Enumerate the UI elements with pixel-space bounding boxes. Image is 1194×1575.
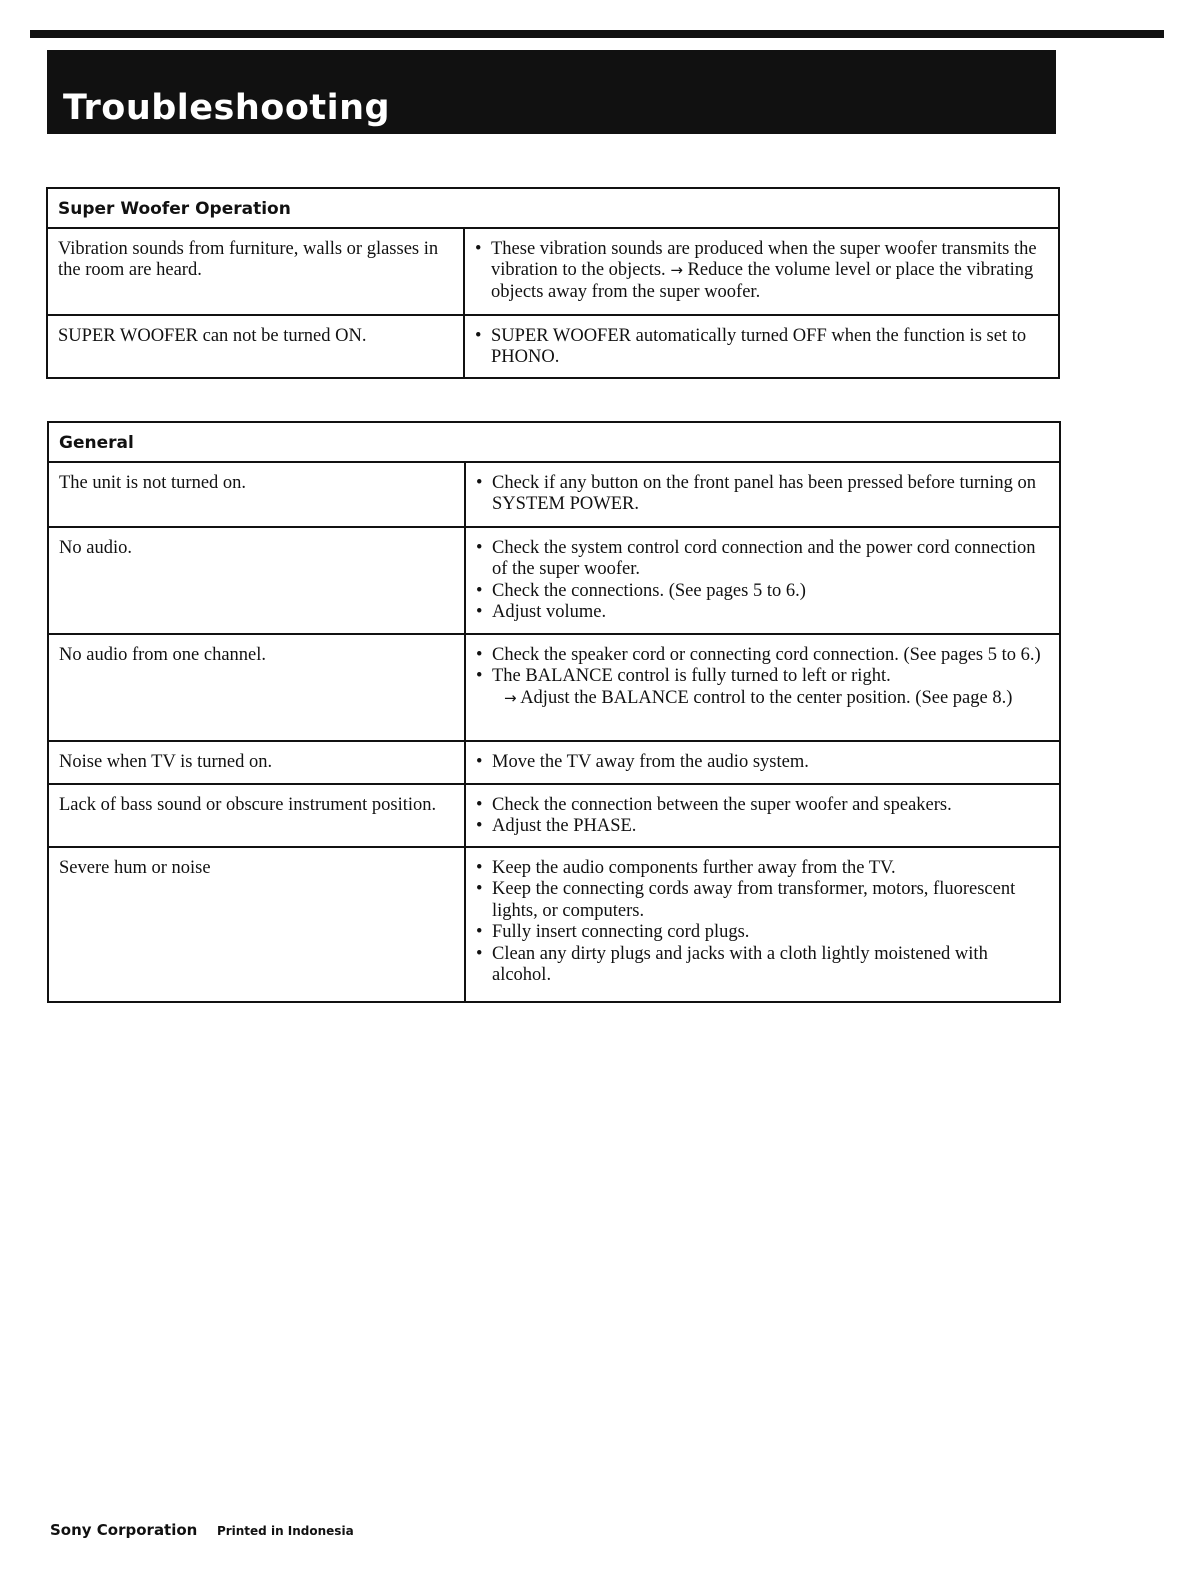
table-row <box>48 784 1060 847</box>
solution-item: • Adjust the PHASE. <box>476 816 1049 838</box>
arrow-icon: → <box>670 261 683 279</box>
solution-cell <box>465 634 1060 741</box>
table-heading-row <box>48 422 1060 462</box>
table-heading-row <box>47 188 1059 228</box>
solution-cell <box>464 228 1059 315</box>
solution-item: • Adjust volume. <box>476 602 1049 624</box>
problem-cell: The unit is not turned on. <box>48 462 465 527</box>
problem-cell: Noise when TV is turned on. <box>48 741 465 784</box>
problem-cell: Lack of bass sound or obscure instrument position. <box>48 784 465 847</box>
solution-item: • Check the system control cord connection and the power cord connection of the super woofer. <box>476 538 1049 581</box>
problem-cell: No audio from one channel. <box>48 634 465 741</box>
solution-item: • Keep the audio components further away from the TV. <box>476 858 1049 880</box>
solution-item: • Keep the connecting cords away from transformer, motors, fluorescent lights, or computers. <box>476 879 1049 922</box>
problem-cell: Vibration sounds from furniture, walls or glasses in the room are heard. <box>47 228 464 315</box>
table-row <box>48 634 1060 741</box>
solution-cell <box>465 462 1060 527</box>
remedy-text: Reduce the volume level or place the vibrating objects away from the super woofer. <box>491 260 1034 302</box>
section-heading: General <box>48 422 1060 462</box>
solution-item: • Check the connections. (See pages 5 to 6.) <box>476 581 1049 603</box>
solution-text: The BALANCE control is fully turned to left or right. <box>492 666 891 686</box>
solution-item: • Check the connection between the super woofer and speakers. <box>476 795 1049 817</box>
table-row <box>48 527 1060 634</box>
solution-cell <box>464 315 1059 378</box>
problem-cell: SUPER WOOFER can not be turned ON. <box>47 315 464 378</box>
solution-cell <box>465 847 1060 1002</box>
arrow-icon: → <box>504 688 517 707</box>
table-row <box>48 462 1060 527</box>
table-row <box>48 741 1060 784</box>
table-row <box>48 847 1060 1002</box>
section-heading: Super Woofer Operation <box>47 188 1059 228</box>
problem-cell: Severe hum or noise <box>48 847 465 1002</box>
remedy-text: Adjust the BALANCE control to the center position. (See page 8.) <box>520 687 1013 708</box>
solution-text: These vibration sounds are produced when the super woofer transmits the vibration to the objects. <box>491 238 1037 280</box>
footer <box>50 1520 354 1539</box>
top-rule <box>30 30 1164 38</box>
solution-item: • Clean any dirty plugs and jacks with a cloth lightly moistened with alcohol. <box>476 944 1049 987</box>
table-row <box>47 228 1059 315</box>
solution-cell <box>465 741 1060 784</box>
footer-company: Sony Corporation <box>50 1521 198 1539</box>
solution-cell <box>465 784 1060 847</box>
solution-item <box>476 666 1049 709</box>
solution-item: • Move the TV away from the audio system. <box>476 752 1049 774</box>
general-table <box>47 421 1061 1003</box>
page-title: Troubleshooting <box>63 88 391 128</box>
solution-item: • Check the speaker cord or connecting cord connection. (See pages 5 to 6.) <box>476 645 1049 667</box>
footer-printed: Printed in Indonesia <box>216 1524 354 1538</box>
solution-item: • SUPER WOOFER automatically turned OFF when the function is set to PHONO. <box>475 326 1048 369</box>
solution-item: • Fully insert connecting cord plugs. <box>476 922 1049 944</box>
remedy-note <box>492 688 1049 710</box>
solution-item <box>475 239 1048 304</box>
super-woofer-table <box>46 187 1060 379</box>
solution-item: • Check if any button on the front panel has been pressed before turning on SYSTEM POWER. <box>476 473 1049 516</box>
table-row <box>47 315 1059 378</box>
problem-cell: No audio. <box>48 527 465 634</box>
solution-cell <box>465 527 1060 634</box>
title-bar <box>47 50 1056 134</box>
